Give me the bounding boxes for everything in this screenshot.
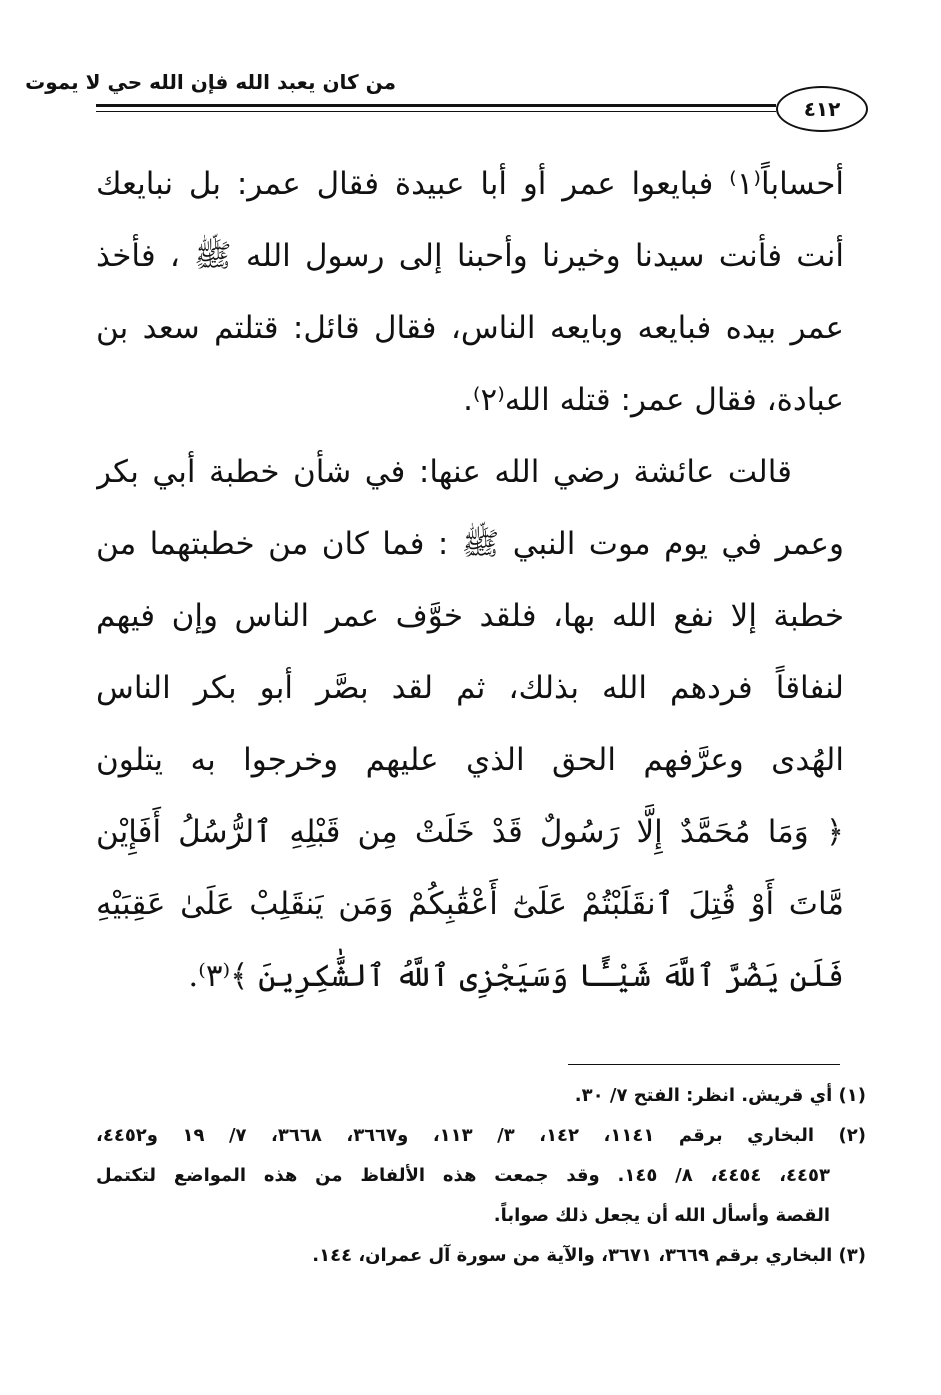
running-title: من كان يعبد الله فإن الله حي لا يموت xyxy=(25,70,396,94)
quran-verse-line: ﴿ وَمَا مُحَمَّدٌ إِلَّا رَسُولٌ قَدْ خَلَتْ مِن قَبْلِهِ ٱلرُّسُلُ أَفَإِيْن xyxy=(96,814,844,850)
footnote-2-continued: ٤٤٥٣، ٤٤٥٤، ٨/ ١٤٥. وقد جمعت هذه الألفاظ من هذه المواضع لتكتمل xyxy=(96,1165,830,1186)
footnote-1: (١) أي قريش. انظر: الفتح ٧/ ٣٠. xyxy=(574,1085,866,1106)
body-line: عمر بيده فبايعه وبايعه الناس، فقال قائل: قتلتم سعد بن xyxy=(96,310,844,346)
footnote-2: (٢) البخاري برقم ١١٤١، ١٤٢، ٣/ ١١٣، و٣٦٦٧، ٣٦٦٨، ٧/ ١٩ و٤٤٥٢، xyxy=(96,1125,866,1146)
body-text xyxy=(96,148,844,1012)
footnote-separator xyxy=(568,1064,840,1065)
body-line: خطبة إلا نفع الله بها، فلقد خوَّف عمر الناس وإن فيهم xyxy=(96,598,844,634)
body-line: لنفاقاً فردهم الله بذلك، ثم لقد بصَّر أبو بكر الناس xyxy=(96,670,844,706)
quran-verse-line: مَّاتَ أَوْ قُتِلَ ٱنقَلَبْتُمْ عَلَىٰٓ أَعْقَٰبِكُمْ وَمَن يَنقَلِبْ عَلَىٰ عَقِبَيْهِ xyxy=(96,886,844,922)
quran-verse-line: فَلَن يَضُرَّ ٱللَّهَ شَيْـًٔا وَسَيَجْزِى ٱللَّهُ ٱلشَّٰكِرِينَ ﴾⁽٣⁾. xyxy=(188,958,844,994)
body-line: الهُدى وعرَّفهم الحق الذي عليهم وخرجوا به يتلون xyxy=(96,742,844,778)
header-rule xyxy=(96,104,776,107)
body-line: قالت عائشة رضي الله عنها: في شأن خطبة أبي بكر xyxy=(96,454,792,490)
body-line: وعمر في يوم موت النبي ﷺ : فما كان من خطبتهما من xyxy=(96,526,844,562)
footnote-2-continued: القصة وأسأل الله أن يجعل ذلك صواباً. xyxy=(493,1205,830,1226)
page-number-badge xyxy=(776,86,868,132)
footnotes xyxy=(96,1076,866,1276)
body-line: أنت فأنت سيدنا وخيرنا وأحبنا إلى رسول الله ﷺ ، فأخذ xyxy=(96,238,844,274)
body-line: أحساباً⁽١⁾ فبايعوا عمر أو أبا عبيدة فقال عمر: بل نبايعك xyxy=(96,166,844,202)
body-line: عبادة، فقال عمر: قتله الله⁽٢⁾. xyxy=(463,382,844,418)
page-number: ٤١٢ xyxy=(803,97,841,121)
header-rule-thin xyxy=(96,111,776,112)
footnote-3: (٣) البخاري برقم ٣٦٦٩، ٣٦٧١، والآية من سورة آل عمران، ١٤٤. xyxy=(312,1245,866,1266)
